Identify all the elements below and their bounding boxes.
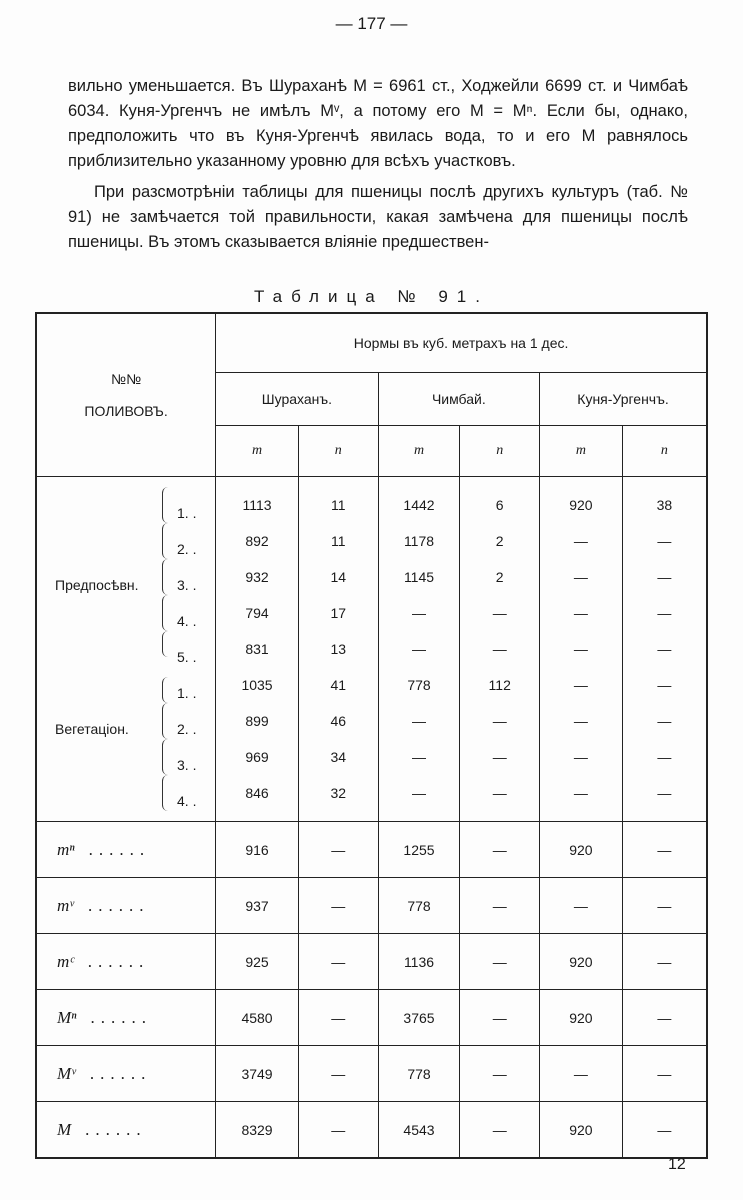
leader-dots: ...... <box>89 1063 152 1083</box>
row-label <box>36 523 216 559</box>
summary-row <box>36 1046 707 1102</box>
table-cell: 41 <box>298 667 378 703</box>
table-cell: 892 <box>216 523 299 559</box>
table-cell: — <box>622 703 707 739</box>
table-cell: 932 <box>216 559 299 595</box>
table-cell: 920 <box>540 477 623 524</box>
paragraph: вильно уменьшается. Въ Шураханѣ M = 6961 ст., Ходжейли 6699 ст. и Чимбаѣ 6034. Куня-Ургенчъ не имѣлъ Mᵛ, а потому его M = Mⁿ. Если бы, однако, предположить что въ Куня-Ургенчѣ явилась вода, то и его M равнялось приблизительно указанному уровню для всѣхъ участковъ. <box>68 77 688 170</box>
leader-dots: ...... <box>90 1007 153 1027</box>
table-cell: 11 <box>298 523 378 559</box>
table-cell: — <box>540 595 623 631</box>
footer-number: 12 <box>668 1156 686 1173</box>
table-cell: — <box>622 739 707 775</box>
irrigation-index: 2. . <box>177 721 197 737</box>
table-cell: 778 <box>378 1046 460 1102</box>
table-cell: — <box>460 990 540 1046</box>
brace <box>162 775 169 811</box>
table-cell: — <box>460 631 540 667</box>
table-cell: 1035 <box>216 667 299 703</box>
summary-row <box>36 990 707 1046</box>
table-cell: — <box>540 775 623 822</box>
row-label <box>36 739 216 775</box>
table-cell: — <box>298 1102 378 1159</box>
table-cell: 1442 <box>378 477 460 524</box>
table-cell: 916 <box>216 822 299 878</box>
irrigation-index: 5. . <box>177 649 197 665</box>
table-cell: 14 <box>298 559 378 595</box>
summary-symbol: mⁿ <box>57 839 75 859</box>
brace <box>162 487 169 523</box>
table-cell: — <box>540 1046 623 1102</box>
table-cell: — <box>622 822 707 878</box>
table-row <box>36 631 707 667</box>
table-cell: — <box>540 878 623 934</box>
table-cell: 1113 <box>216 477 299 524</box>
table-cell: 3765 <box>378 990 460 1046</box>
group-label: Вегетаціон. <box>55 721 129 737</box>
summary-label <box>36 878 216 934</box>
row-label <box>36 595 216 631</box>
place-header: Чимбай. <box>378 373 539 426</box>
row-label <box>36 631 216 667</box>
summary-label <box>36 990 216 1046</box>
table-cell: 2 <box>460 523 540 559</box>
norms-header: Нормы въ куб. метрахъ на 1 дес. <box>216 313 707 373</box>
table-cell: — <box>460 703 540 739</box>
table-cell: 925 <box>216 934 299 990</box>
leader-dots: ...... <box>88 895 150 915</box>
table-cell: — <box>622 1046 707 1102</box>
table-cell: — <box>460 1102 540 1159</box>
table-cell: — <box>540 703 623 739</box>
subcol-header: m <box>378 426 460 477</box>
irrigation-index: 1. . <box>177 685 197 701</box>
table-cell: 778 <box>378 878 460 934</box>
data-table <box>35 312 708 1159</box>
brace <box>162 703 169 739</box>
place-header: Шураханъ. <box>216 373 378 426</box>
summary-symbol: Mⁿ <box>57 1007 77 1027</box>
table-cell: 46 <box>298 703 378 739</box>
body-text <box>68 74 688 255</box>
brace <box>162 631 169 657</box>
summary-row <box>36 822 707 878</box>
table-cell: 778 <box>378 667 460 703</box>
table-cell: — <box>460 775 540 822</box>
table-cell: — <box>460 1046 540 1102</box>
table-cell: 38 <box>622 477 707 524</box>
table-cell: — <box>378 595 460 631</box>
page-number: — 177 — <box>335 14 408 33</box>
table-cell: — <box>540 559 623 595</box>
table-cell: — <box>540 667 623 703</box>
table-cell: 32 <box>298 775 378 822</box>
summary-label <box>36 822 216 878</box>
table-cell: 112 <box>460 667 540 703</box>
brace <box>162 677 169 703</box>
brace <box>162 523 169 559</box>
table-cell: — <box>298 822 378 878</box>
table-row <box>36 775 707 822</box>
leader-dots: ...... <box>85 1119 147 1139</box>
table-cell: 8329 <box>216 1102 299 1159</box>
brace <box>162 595 169 631</box>
subcol-header: m <box>216 426 299 477</box>
table-cell: 846 <box>216 775 299 822</box>
summary-label <box>36 1046 216 1102</box>
irrigation-index: 3. . <box>177 757 197 773</box>
table-cell: — <box>460 878 540 934</box>
summary-symbol: mᶜ <box>57 951 74 971</box>
table-cell: 831 <box>216 631 299 667</box>
table-cell: 920 <box>540 1102 623 1159</box>
table-cell: 1136 <box>378 934 460 990</box>
table-cell: — <box>460 934 540 990</box>
table-cell: 11 <box>298 477 378 524</box>
table-title: Таблица № 91. <box>254 287 489 306</box>
irrigation-index: 2. . <box>177 541 197 557</box>
table-cell: 4580 <box>216 990 299 1046</box>
table-cell: — <box>460 739 540 775</box>
table-cell: — <box>622 631 707 667</box>
table-cell: 17 <box>298 595 378 631</box>
table-row <box>36 477 707 524</box>
brace <box>162 559 169 595</box>
summary-row <box>36 934 707 990</box>
row-label <box>36 667 216 703</box>
row-label <box>36 477 216 524</box>
table-cell: 2 <box>460 559 540 595</box>
table-cell: — <box>298 990 378 1046</box>
table-row <box>36 523 707 559</box>
row-label <box>36 703 216 739</box>
row-label <box>36 775 216 822</box>
table-row <box>36 703 707 739</box>
table-cell: — <box>540 631 623 667</box>
table-cell: — <box>378 631 460 667</box>
irrigation-index: 3. . <box>177 577 197 593</box>
table-cell: — <box>622 878 707 934</box>
irrigation-index: 1. . <box>177 505 197 521</box>
leader-dots: ...... <box>88 839 151 859</box>
summary-label <box>36 1102 216 1159</box>
table-cell: 794 <box>216 595 299 631</box>
subcol-header: n <box>298 426 378 477</box>
brace <box>162 739 169 775</box>
table-cell: 1255 <box>378 822 460 878</box>
table-cell: 1145 <box>378 559 460 595</box>
corner-line: №№ <box>111 371 142 387</box>
table-row <box>36 739 707 775</box>
table-cell: — <box>460 595 540 631</box>
table-cell: — <box>622 990 707 1046</box>
table-cell: — <box>298 934 378 990</box>
row-label <box>36 559 216 595</box>
summary-label <box>36 934 216 990</box>
table-cell: 34 <box>298 739 378 775</box>
subcol-header: n <box>622 426 707 477</box>
table-cell: — <box>622 934 707 990</box>
table-cell: 920 <box>540 990 623 1046</box>
table-cell: 899 <box>216 703 299 739</box>
corner-line: ПОЛИВОВЪ. <box>84 403 168 419</box>
table-cell: 969 <box>216 739 299 775</box>
table-cell: — <box>622 667 707 703</box>
table-cell: — <box>622 775 707 822</box>
table-cell: 4543 <box>378 1102 460 1159</box>
table-cell: — <box>622 523 707 559</box>
table-row <box>36 595 707 631</box>
summary-symbol: Mᵛ <box>57 1063 76 1083</box>
table-cell: 920 <box>540 934 623 990</box>
table-cell: 1178 <box>378 523 460 559</box>
summary-symbol: M <box>57 1119 72 1139</box>
table-cell: — <box>298 1046 378 1102</box>
irrigation-index: 4. . <box>177 793 197 809</box>
place-header: Куня-Ургенчъ. <box>540 373 707 426</box>
table-row <box>36 559 707 595</box>
subcol-header: n <box>460 426 540 477</box>
irrigation-index: 4. . <box>177 613 197 629</box>
table-cell: 920 <box>540 822 623 878</box>
subcol-header: m <box>540 426 623 477</box>
table-row <box>36 667 707 703</box>
summary-row <box>36 1102 707 1159</box>
table-cell: — <box>378 775 460 822</box>
corner-header <box>36 313 216 477</box>
table-cell: — <box>622 1102 707 1159</box>
table-cell: 6 <box>460 477 540 524</box>
summary-row <box>36 878 707 934</box>
table-cell: — <box>378 703 460 739</box>
table-cell: 3749 <box>216 1046 299 1102</box>
table-cell: 13 <box>298 631 378 667</box>
table-cell: — <box>622 595 707 631</box>
paragraph: При разсмотрѣніи таблицы для пшеницы послѣ другихъ культуръ (таб. № 91) не замѣчается той правильности, какая замѣчена для пшеницы послѣ пшеницы. Въ этомъ сказывается вліяніе предшествен- <box>68 183 688 251</box>
table-cell: — <box>378 739 460 775</box>
group-label: Предпосѣвн. <box>55 577 139 593</box>
table-cell: — <box>460 822 540 878</box>
table-cell: 937 <box>216 878 299 934</box>
table-cell: — <box>622 559 707 595</box>
summary-symbol: mᵛ <box>57 895 75 915</box>
table-cell: — <box>298 878 378 934</box>
table-cell: — <box>540 523 623 559</box>
table-cell: — <box>540 739 623 775</box>
leader-dots: ...... <box>87 951 150 971</box>
